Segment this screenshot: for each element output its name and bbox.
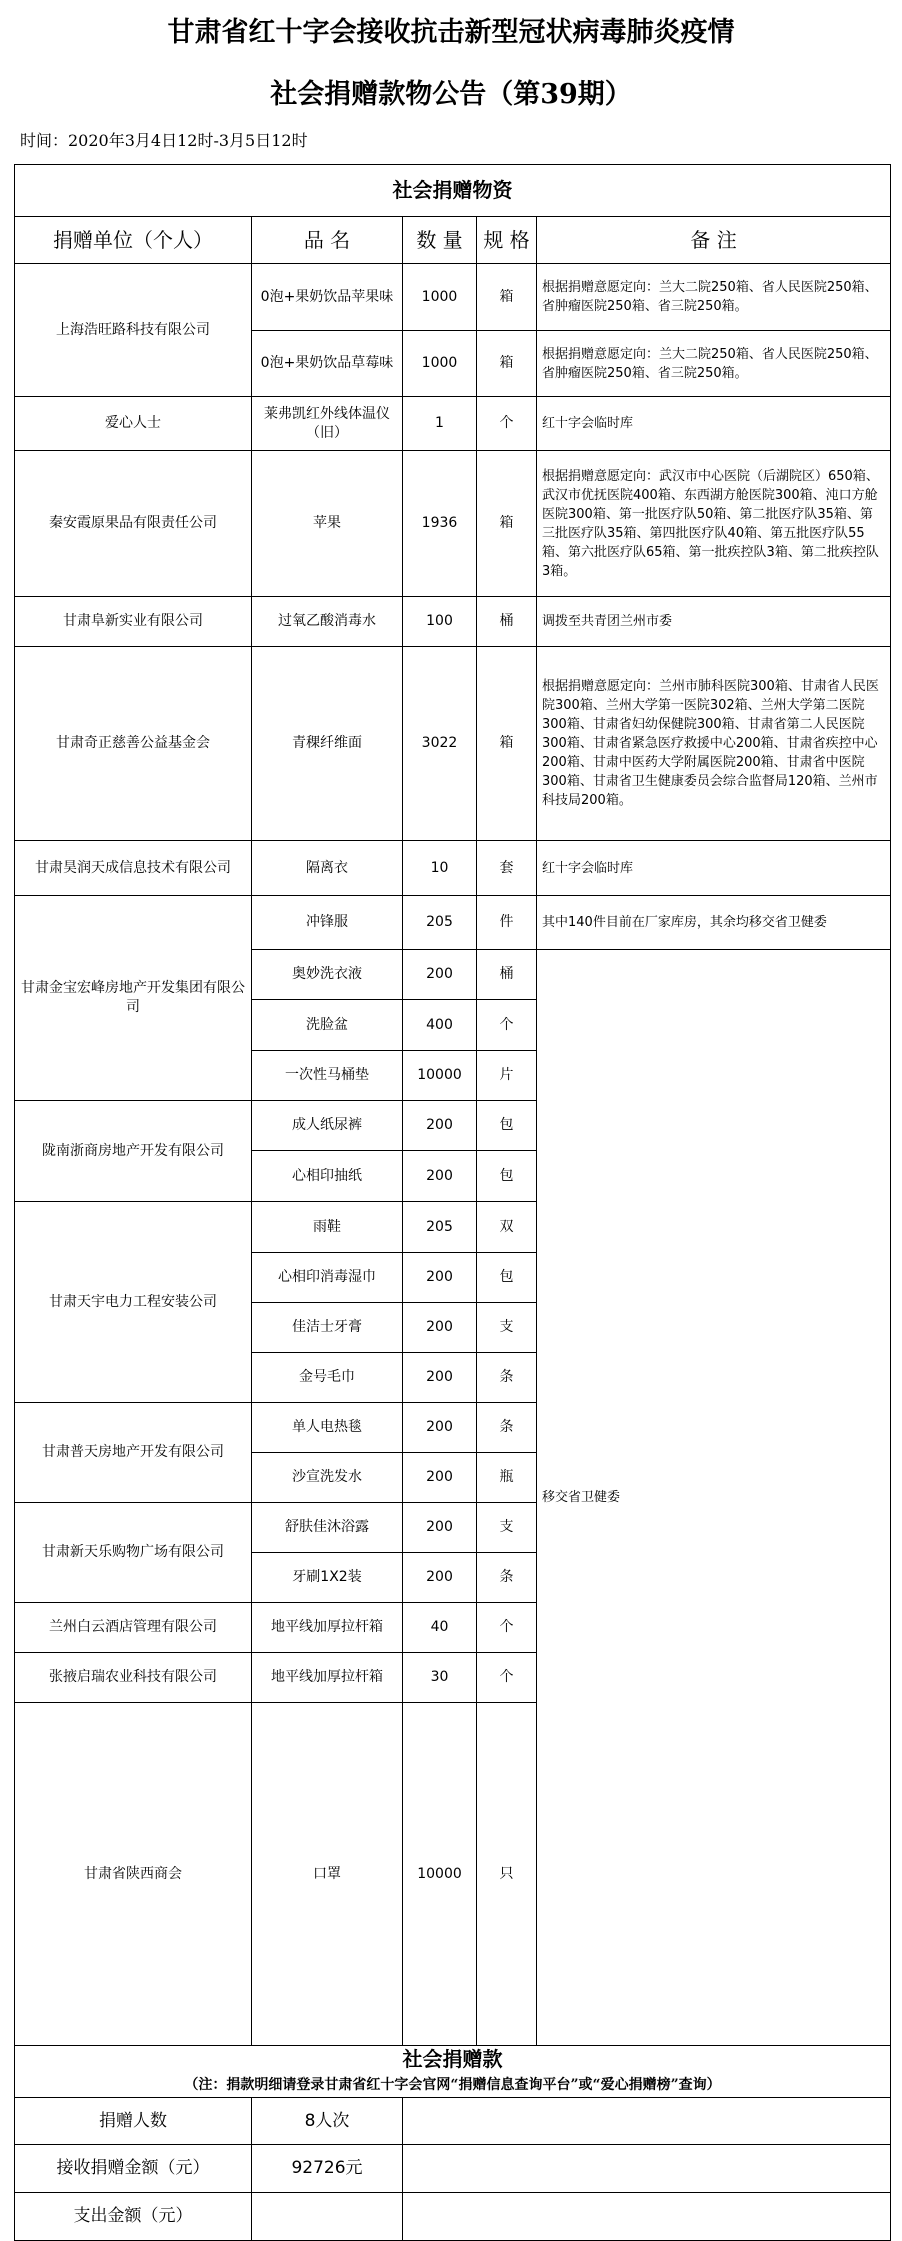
item-unit: 包 <box>477 1253 537 1303</box>
donor-cell: 甘肃昊润天成信息技术有限公司 <box>15 841 252 896</box>
donor-cell: 甘肃新天乐购物广场有限公司 <box>15 1503 252 1603</box>
item-unit: 条 <box>477 1553 537 1603</box>
item-note: 红十字会临时库 <box>537 841 891 896</box>
title-line-1: 甘肃省红十字会接收抗击新型冠状病毒肺炎疫情 <box>167 17 735 48</box>
received-amount-label: 接收捐赠金额（元） <box>15 2145 252 2193</box>
item-name: 青稞纤维面 <box>252 647 403 841</box>
item-qty: 205 <box>403 1202 477 1253</box>
item-name: 牙刷1X2装 <box>252 1553 403 1603</box>
item-unit: 套 <box>477 841 537 896</box>
donor-cell: 甘肃金宝宏峰房地产开发集团有限公司 <box>15 896 252 1101</box>
item-qty: 30 <box>403 1653 477 1703</box>
item-qty: 1000 <box>403 331 477 397</box>
item-name: 洗脸盆 <box>252 1000 403 1051</box>
donor-cell: 爱心人士 <box>15 397 252 451</box>
donor-cell: 秦安霞原果品有限责任公司 <box>15 451 252 597</box>
item-unit: 箱 <box>477 647 537 841</box>
header-note: 备 注 <box>537 217 891 264</box>
expense-amount-label: 支出金额（元） <box>15 2193 252 2241</box>
item-unit: 个 <box>477 1653 537 1703</box>
item-qty: 40 <box>403 1603 477 1653</box>
item-name: 地平线加厚拉杆箱 <box>252 1603 403 1653</box>
money-section-subtitle: （注：捐款明细请登录甘肃省红十字会官网“捐赠信息查询平台”或“爱心捐赠榜”查询） <box>15 2074 891 2098</box>
item-name: 0泡+果奶饮品草莓味 <box>252 331 403 397</box>
item-name: 苹果 <box>252 451 403 597</box>
item-qty: 205 <box>403 896 477 950</box>
table-row <box>15 2193 891 2241</box>
item-name: 隔离衣 <box>252 841 403 896</box>
item-unit: 箱 <box>477 451 537 597</box>
item-name: 金号毛巾 <box>252 1353 403 1403</box>
table-row <box>15 451 891 597</box>
time-range: 时间：2020年3月4日12时-3月5日12时 <box>20 131 308 150</box>
received-amount-value: 92726元 <box>252 2145 403 2193</box>
title-line-2: 社会捐赠款物公告（第39期） <box>270 79 632 110</box>
table-row <box>15 896 891 950</box>
item-qty: 200 <box>403 1503 477 1553</box>
item-qty: 200 <box>403 1253 477 1303</box>
header-unit: 规 格 <box>477 217 537 264</box>
header-donor: 捐赠单位（个人） <box>15 217 252 264</box>
item-unit: 条 <box>477 1353 537 1403</box>
donor-count-label: 捐赠人数 <box>15 2098 252 2145</box>
item-qty: 1 <box>403 397 477 451</box>
item-qty: 200 <box>403 950 477 1000</box>
goods-section-title: 社会捐赠物资 <box>15 165 891 217</box>
empty-cell <box>403 2098 891 2145</box>
donor-cell: 张掖启瑞农业科技有限公司 <box>15 1653 252 1703</box>
donor-cell: 甘肃普天房地产开发有限公司 <box>15 1403 252 1503</box>
item-qty: 200 <box>403 1303 477 1353</box>
item-qty: 200 <box>403 1101 477 1151</box>
item-unit: 箱 <box>477 264 537 331</box>
item-qty: 100 <box>403 597 477 647</box>
expense-amount-value <box>252 2193 403 2241</box>
item-note: 根据捐赠意愿定向：兰大二院250箱、省人民医院250箱、省肿瘤医院250箱、省三院250箱。 <box>537 264 891 331</box>
item-unit: 包 <box>477 1151 537 1202</box>
item-qty: 200 <box>403 1453 477 1503</box>
item-unit: 桶 <box>477 950 537 1000</box>
merged-note-cell: 移交省卫健委 <box>537 950 891 2046</box>
table-row <box>15 841 891 896</box>
item-unit: 双 <box>477 1202 537 1253</box>
item-qty: 10 <box>403 841 477 896</box>
item-qty: 200 <box>403 1151 477 1202</box>
donor-cell: 甘肃省陕西商会 <box>15 1703 252 2046</box>
item-note: 根据捐赠意愿定向：兰州市肺科医院300箱、甘肃省人民医院300箱、兰州大学第一医院302箱、兰州大学第二医院300箱、甘肃省妇幼保健院300箱、甘肃省第二人民医院300箱、甘肃省紧急医疗救援中心200箱、甘肃省疾控中心200箱、甘肃中医药大学附属医院200箱、甘肃省中医院300箱、甘肃省卫生健康委员会综合监督局120箱、兰州市科技局200箱。 <box>537 647 891 841</box>
table-row <box>15 597 891 647</box>
item-name: 心相印消毒湿巾 <box>252 1253 403 1303</box>
item-qty: 10000 <box>403 1051 477 1101</box>
item-unit: 个 <box>477 397 537 451</box>
item-unit: 瓶 <box>477 1453 537 1503</box>
item-name: 奥妙洗衣液 <box>252 950 403 1000</box>
donor-cell: 甘肃奇正慈善公益基金会 <box>15 647 252 841</box>
item-unit: 个 <box>477 1603 537 1653</box>
item-note: 红十字会临时库 <box>537 397 891 451</box>
item-unit: 箱 <box>477 331 537 397</box>
item-note: 其中140件目前在厂家库房，其余均移交省卫健委 <box>537 896 891 950</box>
item-unit: 支 <box>477 1303 537 1353</box>
item-qty: 200 <box>403 1403 477 1453</box>
item-qty: 400 <box>403 1000 477 1051</box>
item-name: 雨鞋 <box>252 1202 403 1253</box>
item-name: 莱弗凯红外线体温仪（旧） <box>252 397 403 451</box>
header-item: 品 名 <box>252 217 403 264</box>
item-unit: 条 <box>477 1403 537 1453</box>
donor-count-value: 8人次 <box>252 2098 403 2145</box>
empty-cell <box>403 2193 891 2241</box>
table-row <box>15 2145 891 2193</box>
item-name: 沙宣洗发水 <box>252 1453 403 1503</box>
item-unit: 个 <box>477 1000 537 1051</box>
item-unit: 件 <box>477 896 537 950</box>
item-name: 冲锋服 <box>252 896 403 950</box>
donor-cell: 甘肃天宇电力工程安装公司 <box>15 1202 252 1403</box>
table-row <box>15 264 891 331</box>
donor-cell: 陇南浙商房地产开发有限公司 <box>15 1101 252 1202</box>
item-name: 成人纸尿裤 <box>252 1101 403 1151</box>
item-unit: 片 <box>477 1051 537 1101</box>
donor-cell: 兰州白云酒店管理有限公司 <box>15 1603 252 1653</box>
item-qty: 3022 <box>403 647 477 841</box>
empty-cell <box>403 2145 891 2193</box>
item-unit: 包 <box>477 1101 537 1151</box>
item-name: 地平线加厚拉杆箱 <box>252 1653 403 1703</box>
item-qty: 1936 <box>403 451 477 597</box>
item-qty: 200 <box>403 1553 477 1603</box>
item-name: 舒肤佳沐浴露 <box>252 1503 403 1553</box>
item-name: 一次性马桶垫 <box>252 1051 403 1101</box>
item-unit: 桶 <box>477 597 537 647</box>
item-name: 心相印抽纸 <box>252 1151 403 1202</box>
header-qty: 数 量 <box>403 217 477 264</box>
item-qty: 200 <box>403 1353 477 1403</box>
item-name: 佳洁士牙膏 <box>252 1303 403 1353</box>
donor-cell: 甘肃阜新实业有限公司 <box>15 597 252 647</box>
item-name: 口罩 <box>252 1703 403 2046</box>
item-unit: 只 <box>477 1703 537 2046</box>
donation-table <box>14 164 891 2241</box>
money-section-title: 社会捐赠款 <box>15 2046 891 2074</box>
item-unit: 支 <box>477 1503 537 1553</box>
table-row <box>15 397 891 451</box>
table-row <box>15 2098 891 2145</box>
donor-cell: 上海浩旺路科技有限公司 <box>15 264 252 397</box>
item-note: 调拨至共青团兰州市委 <box>537 597 891 647</box>
table-row <box>15 647 891 841</box>
item-qty: 10000 <box>403 1703 477 2046</box>
item-note: 根据捐赠意愿定向：武汉市中心医院（后湖院区）650箱、武汉市优抚医院400箱、东西湖方舱医院300箱、沌口方舱医院300箱、第一批医疗队50箱、第二批医疗队35箱、第三批医疗队35箱、第四批医疗队40箱、第五批医疗队55箱、第六批医疗队65箱、第一批疾控队3箱、第二批疾控队3箱。 <box>537 451 891 597</box>
item-name: 0泡+果奶饮品苹果味 <box>252 264 403 331</box>
item-name: 过氧乙酸消毒水 <box>252 597 403 647</box>
item-qty: 1000 <box>403 264 477 331</box>
item-note: 根据捐赠意愿定向：兰大二院250箱、省人民医院250箱、省肿瘤医院250箱、省三院250箱。 <box>537 331 891 397</box>
item-name: 单人电热毯 <box>252 1403 403 1453</box>
